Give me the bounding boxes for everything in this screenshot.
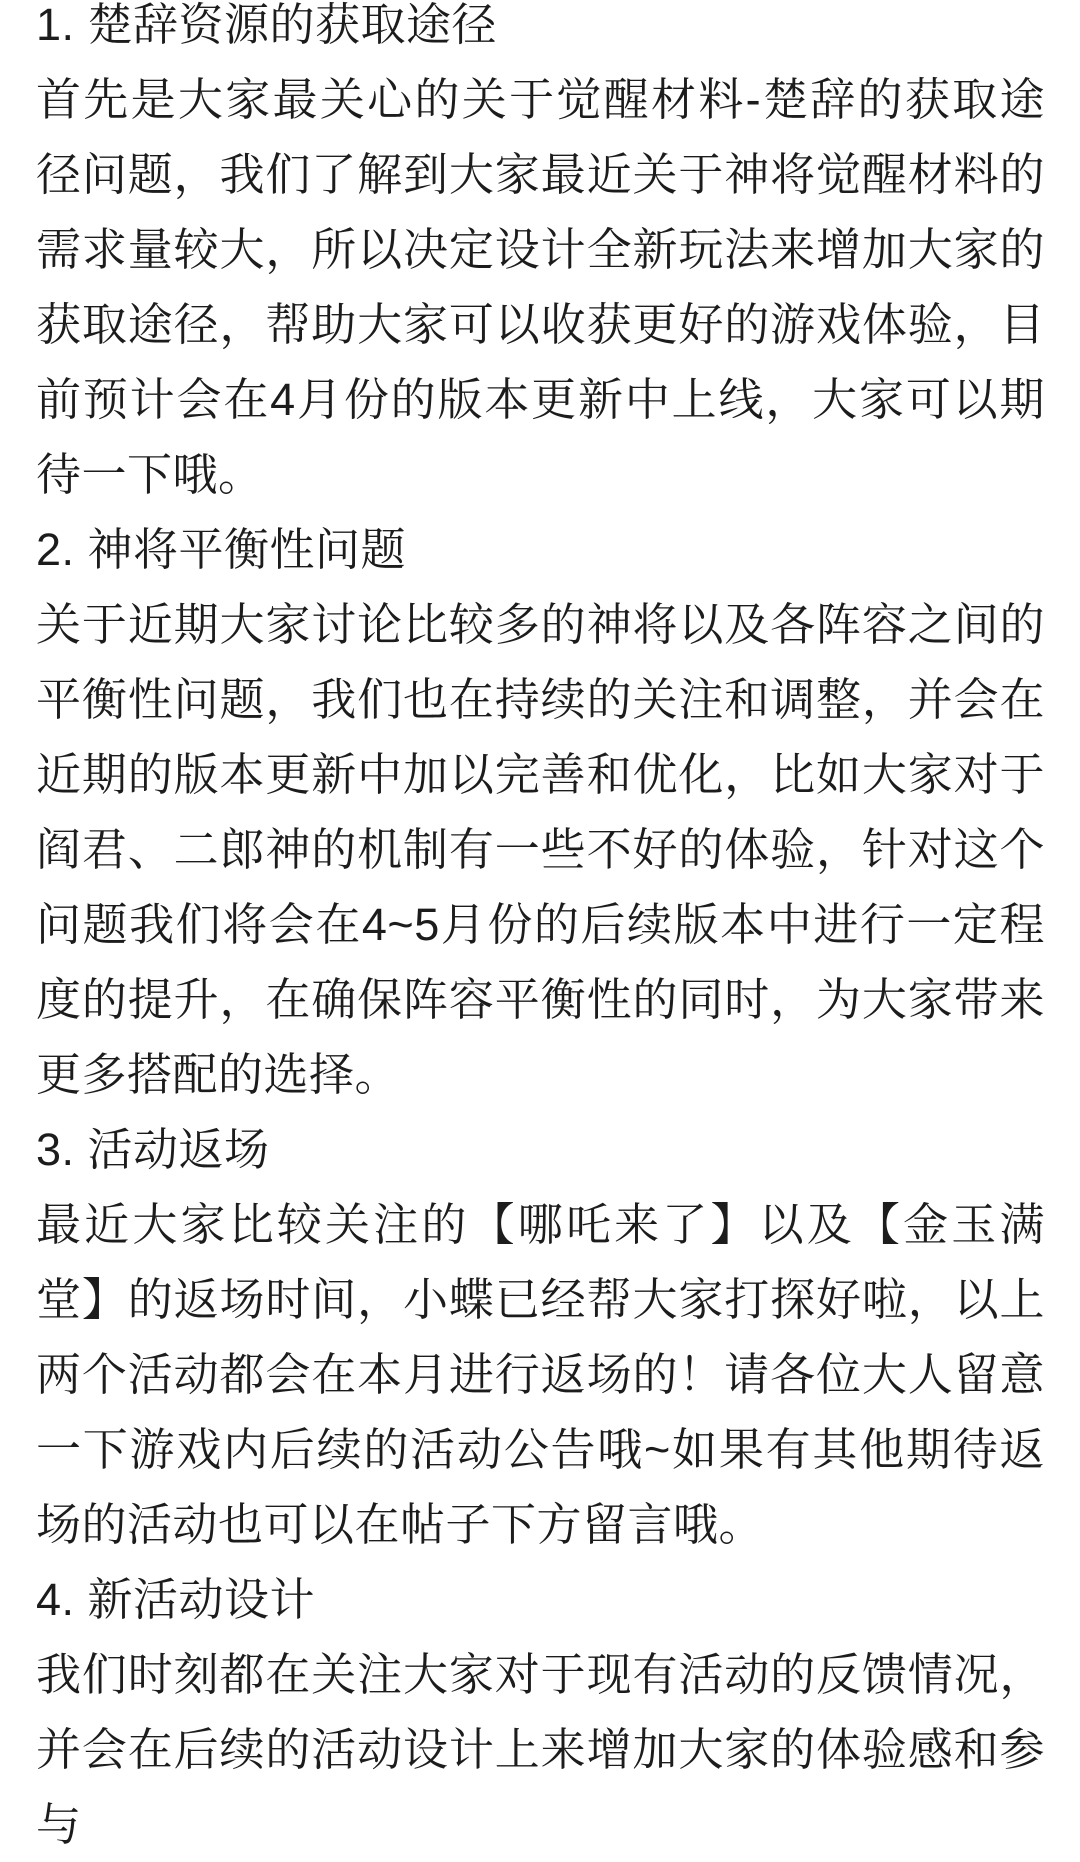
section-2-body: 关于近期大家讨论比较多的神将以及各阵容之间的平衡性问题，我们也在持续的关注和调整，并会在近期的版本更新中加以完善和优化，比如大家对于阎君、二郎神的机制有一些不好的体验，针对这个问题我们将会在4~5月份的后续版本中进行一定程度的提升，在确保阵容平衡性的同时，为大家带来更多搭配的选择。	[36, 599, 1045, 1100]
section-4-heading: 4. 新活动设计	[36, 1574, 316, 1625]
section-3-body: 最近大家比较关注的【哪吒来了】以及【金玉满堂】的返场时间，小蝶已经帮大家打探好啦，以上两个活动都会在本月进行返场的！请各位大人留意一下游戏内后续的活动公告哦~如果有其他期待返场的活动也可以在帖子下方留言哦。	[36, 1199, 1045, 1550]
section-event-rerun	[36, 1112, 1045, 1562]
section-1-body: 首先是大家最关心的关于觉醒材料-楚辞的获取途径问题，我们了解到大家最近关于神将觉醒材料的需求量较大，所以决定设计全新玩法来增加大家的获取途径，帮助大家可以收获更好的游戏体验，目前预计会在4月份的版本更新中上线，大家可以期待一下哦。	[36, 74, 1045, 500]
section-new-event-design	[36, 1562, 1045, 1862]
section-4-body: 我们时刻都在关注大家对于现有活动的反馈情况，并会在后续的活动设计上来增加大家的体验感和参与	[36, 1649, 1045, 1850]
section-hero-balance	[36, 512, 1045, 1112]
section-1-heading: 1. 楚辞资源的获取途径	[36, 0, 498, 50]
section-2-heading: 2. 神将平衡性问题	[36, 524, 407, 575]
section-chuci-resources	[36, 0, 1045, 512]
section-3-heading: 3. 活动返场	[36, 1124, 270, 1175]
